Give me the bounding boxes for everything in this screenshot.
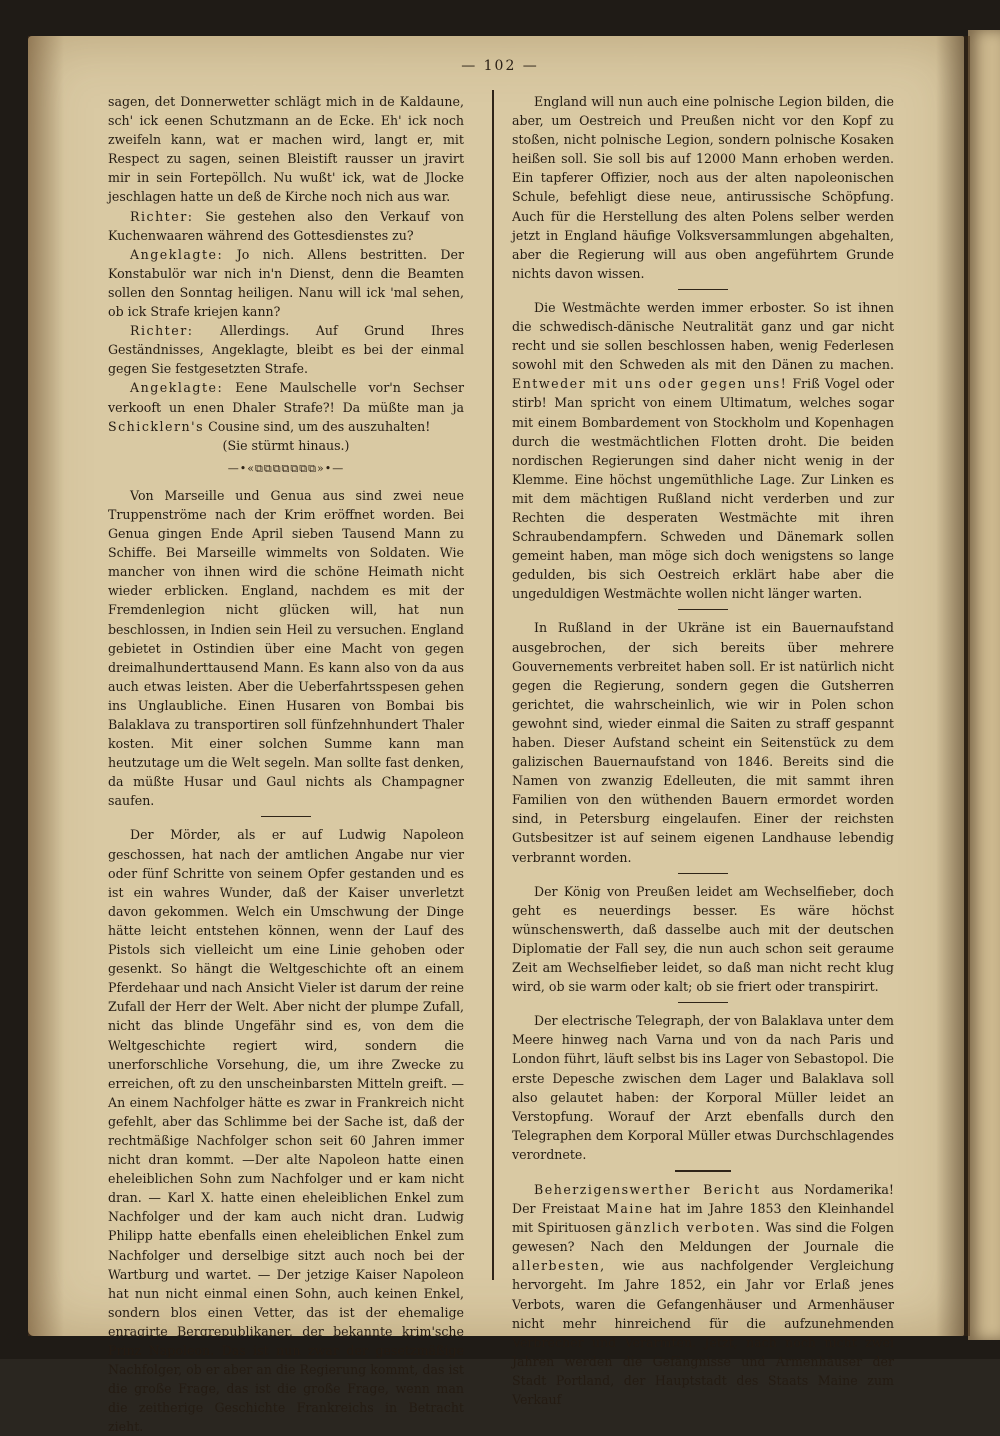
article-text: Was sind die Folgen gewesen? Nach den Meldungen der Journale die [512, 1220, 894, 1255]
emphasized-text: allerbesten, [512, 1258, 606, 1274]
article-text: Friß Vogel oder stirb! Man spricht von einem Ultimatum, welches sogar mit einem Bombardement von Stockholm und Kopenhagen durch die westmächtlichen Flotten droht. Die beiden nordischen Regierungen sind daher nicht wenig in der Klemme. Eine höchst ungemüthliche Lage. Zur Linken es mit dem mächtigen Rußland nicht verderben und zur Rechten die desperaten Westmächte mit ihren Schraubendampfern. Schweden und Dänemark sollen gemeint haben, man möge sich doch wenigstens so lange gedulden, bis sich Oestreich erklärt habe aber die ungeduldigen Westmächte wollen nicht länger warten. [512, 376, 894, 602]
emphasized-text: gänzlich verboten. [615, 1220, 762, 1236]
article-separator [675, 1170, 731, 1172]
article-separator [678, 1002, 728, 1003]
page-number: — 102 — [461, 58, 539, 74]
speech-text: Jo nich. Allens bestritten. Der Konstabulör war nich in'n Dienst, denn die Beamten sollen den Sonntag heiligen. Nanu will ick 'mal sehen, ob ick Strafe kriejen kann? [108, 246, 464, 320]
article-text: Die Westmächte werden immer erboster. So ist ihnen die schwedisch-dänische Neutralität ganz und gar nicht recht und sie sollen beschlossen haben, wenig Federlesen sowohl mit den Schweden als mit den Dänen zu machen. [512, 299, 894, 373]
right-column [512, 92, 894, 1409]
article-paragraph [512, 298, 894, 604]
speech-text: Eene Maulschelle vor'n Sechser verkooft un enen Dhaler Strafe?! Da müßte man ja [108, 380, 464, 415]
emphasized-text: Entweder mit uns oder gegen uns! [512, 376, 788, 392]
article-text: hat im Jahre 1853 den Kleinhandel mit Spirituosen [512, 1201, 894, 1236]
article-paragraph: Der König von Preußen leidet am Wechselfieber, doch geht es neuerdings besser. Es wäre höchst wünschenswerth, daß dasselbe auch mit der deutschen Diplomatie der Fall sey, die nun auch schon seit geraume Zeit am Wechselfieber leidet, so daß man nicht recht klug wird, ob sie warm oder kalt; ob sie friert oder transpirirt. [512, 883, 894, 995]
article-paragraph [512, 1180, 894, 1409]
article-separator [261, 816, 311, 817]
facing-page-edge [968, 30, 1000, 1340]
article-separator [678, 609, 728, 610]
dialogue-accused [108, 245, 464, 321]
article-paragraph: England will nun auch eine polnische Legion bilden, die aber, um Oestreich und Preußen nicht vor den Kopf zu stoßen, nicht polnische Legion, sondern polnische Kosaken heißen soll. Sie soll bis auf 12000 Mann erhoben werden. Ein tapferer Offizier, noch aus der alten napoleonischen Schule, befehligt diese neue, antirussische Schöpfung. Auch für die Herstellung des alten Polens selber werden jetzt in England häufige Volksversammlungen abgehalten, aber die Regierung will aus oben angeführtem Grunde nichts davon wissen. [512, 94, 894, 281]
article-paragraph: Von Marseille und Genua aus sind zwei neue Truppenströme nach der Krim eröffnet worden. Bei Genua gingen Ende April sieben Tausend Mann zu Schiffe. Bei Marseille wimmelts von Soldaten. Wie mancher von ihnen wird die schöne Heimath nicht wieder erblicken. England, nachdem es mit der Fremdenlegion nicht glücken will, hat nun beschlossen, in Indien sein Heil zu versuchen. England gebietet in Ostindien über eine Macht von gegen dreimalhunderttausend Mann. Es kann also von da aus auch etwas leisten. Aber die Ueberfahrtsspesen gehen ins Unglaubliche. Einen Husaren von Bombai bis Balaklava zu transportiren soll fünfzehnhundert Thaler kosten. Mit einer solchen Summe kann man heutzutage um die Welt segeln. Man sollte fast denken, da müßte Husar und Gaul nichts als Champagner saufen. [108, 487, 464, 809]
dialogue-judge [108, 207, 464, 245]
speech-text: Sie gestehen also den Verkauf von Kuchenwaaren während des Gottesdienstes zu? [108, 208, 464, 243]
speaker-label: Richter: [130, 208, 194, 224]
binding-edge [28, 36, 64, 1336]
speech-text: Cousine sind, um des auszuhalten! [208, 418, 431, 434]
gutter-shadow [936, 36, 970, 1336]
emphasized-name: Schicklern's [108, 418, 205, 434]
article-title: Beherzigenswerther Bericht [534, 1181, 761, 1197]
article-separator [678, 289, 728, 290]
article-text: aus Nordamerika! Der Freistaat [512, 1181, 894, 1217]
left-column [108, 92, 464, 1436]
speaker-label: Angeklagte: [130, 246, 224, 262]
speech-text: Allerdings. Auf Grund Ihres Geständnisses, Angeklagte, bleibt es bei der einmal gegen Sie festgesetzten Strafe. [108, 323, 464, 377]
article-paragraph: Der Mörder, als er auf Ludwig Napoleon geschossen, hat nach der amtlichen Angabe nur vier oder fünf Schritte von seinem Opfer gestanden und es ist ein wahres Wunder, daß der Kaiser unverletzt davon gekommen. Welch ein Umschwung der Dinge hätte leicht entstehen können, wenn der Lauf des Pistols sich vielleicht um eine Linie gehoben oder gesenkt. So hängt die Weltgeschichte oft an einem Pferdehaar und nach Ansicht Vieler ist darum der reine Zufall der Herr der Welt. Aber nicht der plumpe Zufall, nicht das blinde Ungefähr sind es, von dem die Weltgeschichte regiert wird, sondern die unerforschliche Vorsehung, die, um ihre Zwecke zu erreichen, oft zu den unscheinbarsten Mitteln greift. — An einem Nachfolger hätte es zwar in Frankreich nicht gefehlt, aber das Schlimme bei der Sache ist, daß der rechtmäßige Nachfolger schon seit 60 Jahren immer nicht dran kommt. —Der alte Napoleon hatte einen eheleiblichen Sohn zum Nachfolger und er kam nicht dran. — Karl X. hatte einen eheleiblichen Enkel zum Nachfolger und der kam auch nicht dran. Ludwig Philipp hatte ebenfalls einen eheleiblichen Enkel zum Nachfolger und derselbige sitzt auch noch bei der Wartburg und wartet. — Der jetzige Kaiser Napoleon hat nun nicht einmal einen Sohn, auch keinen Enkel, sondern blos einen Vetter, das ist der ehemalige enragirte Bergrepublikaner, der bekannte krim'sche Prinz Napoleon. Das ist nun zwar der gesetzmäßige Nachfolger, ob er aber an die Regierung kommt, das ist die große Frage, das ist die große Frage, wenn man die zeitherige Geschichte Frankreichs in Betracht zieht. [108, 827, 464, 1435]
article-separator [678, 873, 728, 874]
speaker-label: Angeklagte: [130, 380, 224, 396]
section-ornament: —•«⧉⧉⧉⧉⧉⧉⧉»•— [227, 461, 345, 475]
emphasized-text: Maine [606, 1201, 654, 1217]
column-divider [492, 90, 494, 1280]
article-text: wie aus nachfolgender Vergleichung hervorgeht. Im Jahre 1852, ein Jahr vor Erlaß jenes Verbots, waren die Gefangenhäuser und Armenhäuser nicht mehr hinreichend für die aufzunehmenden Verbrecher und Verarmten. Jetzt, nach noch nicht zwei Jahren werden die Gefängnisse und Armenhäuser der Stadt Portland, der Hauptstadt des Staats Maine zum Verkauf [512, 1258, 894, 1407]
dialogue-paragraph: sagen, det Donnerwetter schlägt mich in de Kaldaune, sch' ick eenen Schutzmann an de Ecke. Eh' ick noch zweifeln kann, wat er machen wird, langt er, mit Respect zu sagen, seinen Bleistift rausser un jravirt mir in sein Fortepöllch. Nu wußt' ick, wat de Jlocke jeschlagen hatte un deß de Kirche noch nich aus war. [108, 94, 464, 205]
article-paragraph: In Rußland in der Ukräne ist ein Bauernaufstand ausgebrochen, der sich bereits über mehrere Gouvernements verbreitet haben soll. Er ist natürlich nicht gegen die Regierung, sondern gegen die Gutsherren gerichtet, die wahrscheinlich, wie wir in Polen schon gewohnt sind, wieder einmal die Saiten zu straff gespannt haben. Dieser Aufstand scheint ein Seitenstück zu dem galizischen Bauernaufstand von 1846. Bereits sind die Namen von zwanzig Edelleuten, die mit sammt ihren Familien von den wüthenden Bauern ermordet worden sind, in Petersburg eingelaufen. Einer der reichsten Gutsbesitzer ist auf seinem eigenen Landhause lebendig verbrannt worden. [512, 620, 894, 865]
dialogue-judge [108, 321, 464, 378]
speaker-label: Richter: [130, 323, 194, 339]
dialogue-accused [108, 378, 464, 435]
stage-direction: (Sie stürmt hinaus.) [222, 437, 350, 453]
article-paragraph: Der electrische Telegraph, der von Balaklava unter dem Meere hinweg nach Varna und von da nach Paris und London führt, läuft selbst bis ins Lager von Sebastopol. Die erste Depesche zwischen dem Lager und Balaklava soll also gelautet haben: der Korporal Müller leidet an Verstopfung. Worauf der Arzt ebenfalls durch den Telegraphen dem Korporal Müller etwas Durchschlagendes verordnete. [512, 1013, 894, 1162]
